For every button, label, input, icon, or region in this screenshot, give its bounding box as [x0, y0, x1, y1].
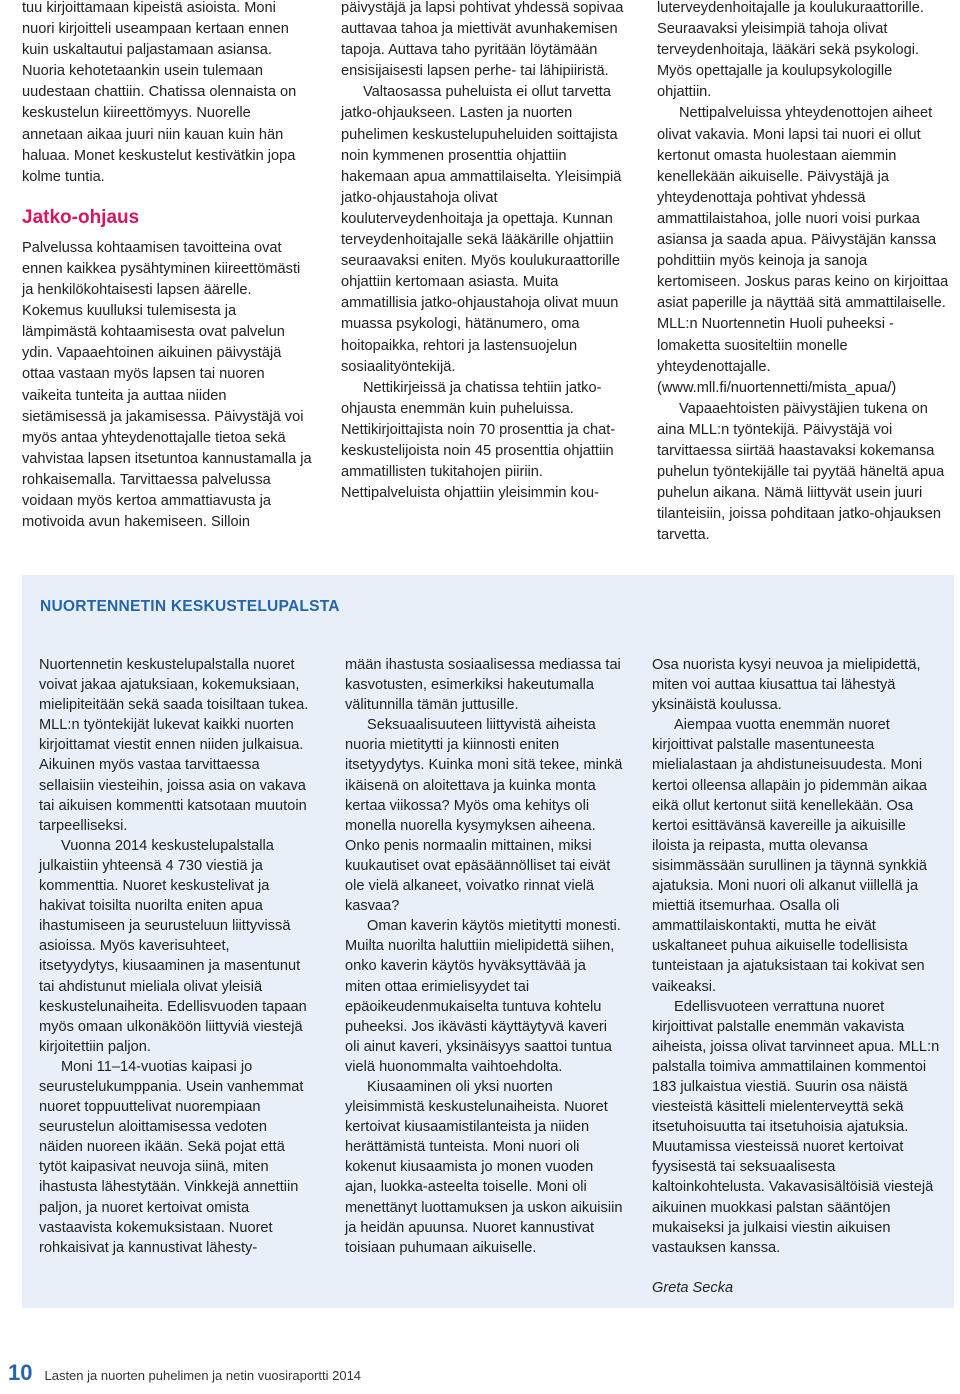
paragraph: Nuortennetin keskustelupalstalla nuoret voivat jakaa ajatuksiaan, kokemuksiaan, mielipiteitään sekä saada toisiltaan tukea. MLL:n työntekijät lukevat kaikki nuorten kirjoittamat viestit ennen niiden julkaisua. Aikuinen myös vastaa tarvittaessa sellaisiin viesteihin, joissa asia on vakava tai aikuisen kommentti katsotaan muutoin tarpeelliseksi. [39, 657, 309, 834]
box-column-2 [345, 655, 623, 1258]
paragraph: Vapaaehtoisten päivystäjien tukena on aina MLL:n työntekijä. Päivystäjä voi tarvittaessa siirtää haastavaksi kokemansa puhelun työntekijälle tai pyytää häneltä apua puhelun aikana. Nämä liittyvät usein juuri tilanteisiin, joissa pohditaan jatko-ohjauksen tarvetta. [657, 400, 945, 544]
paragraph: Palvelussa kohtaamisen tavoitteina ovat ennen kaikkea pysähtyminen kiireettömästi ja henkilökohtaisesti lapsen äärelle. Kokemus kuulluksi tulemisesta ja lämpimästä kohtaamisesta ovat palvelun ydin. Vapaaehtoinen aikuinen päivystäjä ottaa vastaan myös lapsen tai nuoren vaikeita tunteita ja auttaa niiden sietämisessä ja jakamisessa. Päivystäjä voi myös antaa yhteydenottajalle tietoa sekä vahvistaa lapsen itsetuntoa kannustamalla ja rohkaisemalla. Tarvittaessa palvelussa voidaan myös kertoa ammattiavusta ja motivoida avun hakemiseen. Silloin [22, 239, 312, 531]
page-footer [8, 1360, 361, 1386]
footer-title: Lasten ja nuorten puhelimen ja netin vuosiraportti 2014 [44, 1368, 362, 1383]
paragraph: Aiempaa vuotta enemmän nuoret kirjoittivat palstalle masentuneesta mielialastaan ja ahdistuneisuudesta. Moni kertoi olleensa allapäin jo pidemmän aikaa eikä ollut kertonut siitä kenellekään. Osa kertoi esittävänsä kavereille ja aikuisille iloista ja reipasta, mutta olevansa sisimmässään surullinen ja täynnä synkkiä ajatuksia. Moni nuori oli alkanut viillellä ja miettiä itsemurhaa. Osalla oli ammattilaiskontakti, mutta he eivät uskaltaneet puhua aikuiselle todellisista tunteistaan ja ajatuksistaan tai kokivat sen vaikeaksi. [652, 717, 928, 995]
text-column-2 [341, 0, 637, 504]
paragraph: Nettipalveluissa yhteydenottojen aiheet olivat vakavia. Moni lapsi tai nuori ei ollut kertonut omasta huolestaan aiemmin kenellekään aikuiselle. Päivystäjä ja yhteydenottaja pohtivat yhdessä ammattilaistahoa, jolle nuori voisi purkaa asiansa ja saada apua. Päivystäjän kanssa pohdittiin myös keinoja ja sanoja kertomiseen. Joskus paras keino on kirjoittaa asiat paperille ja näyttää sitä ammattilaiselle. MLL:n Nuortennetin Huoli puheeksi -lomaketta suositeltiin monelle yhteydenottajalle. (www.mll.fi/nuortennetti/mista_apua/) [657, 105, 949, 396]
paragraph: Vuonna 2014 keskustelupalstalla julkaistiin yhteensä 4 730 viestiä ja kommenttia. Nuoret keskustelivat ja hakivat toisilta nuorilta eniten apua ihastumiseen ja seurusteluun liittyvissä asioissa. Myös kaverisuhteet, itsetyydytys, kiusaaminen ja masentunut tai ahdistunut mieliala olivat yleisiä keskustelunaiheita. Edellisvuoden tapaan myös omaan ulkonäköön liittyviä viestejä kirjoitettiin paljon. [39, 837, 307, 1055]
text-column-1 [22, 0, 312, 533]
box-column-3 [652, 655, 942, 1298]
text-column-3 [657, 0, 950, 546]
paragraph: päivystäjä ja lapsi pohtivat yhdessä sopivaa auttavaa tahoa ja miettivät avunhakemisen tapoja. Auttava taho pyritään löytämään ensisijaisesti lapsen perhe- tai lähipiiristä. [341, 0, 624, 80]
paragraph: Nettikirjeissä ja chatissa tehtiin jatko-ohjausta enemmän kuin puheluissa. Nettikirjoittajista noin 70 prosenttia ja chat-keskustelijoista noin 45 prosenttia ohjattiin ammatillisten tukitahojen piiriin. Nettipalveluista ohjattiin yleisimmin kou- [341, 379, 616, 502]
paragraph: Kiusaaminen oli yksi nuorten yleisimmistä keskustelunaiheista. Nuoret kertoivat kiusaamistilanteista ja niiden herättämistä tunteista. Moni nuori oli kokenut kiusaamista jo monen vuoden ajan, luokka-asteelta toiselle. Moni oli menettänyt luottamuksen ja uskon aikuisiin ja heidän apuunsa. Nuoret kannustivat toisiaan puhumaan aikuiselle. [345, 1078, 623, 1256]
paragraph: Moni 11–14-vuotias kaipasi jo seurustelukumppania. Usein vanhemmat nuoret toppuuttelivat nuorempiaan seurustelun aloittamisessa vedoten näiden nuoreen ikään. Sekä pojat että tytöt kaipasivat neuvoja siinä, miten ihastusta lähestytään. Vinkkejä annettiin paljon, ja nuoret kertoivat omista vastaavista kokemuksistaan. Nuoret rohkaisivat ja kannustivat lähesty- [39, 1058, 304, 1256]
box-title: NUORTENNETIN KESKUSTELUPALSTA [40, 598, 340, 615]
paragraph: luterveydenhoitajalle ja koulukuraattorille. Seuraavaksi yleisimpiä tahoja olivat terveydenhoitaja, lääkäri sekä psykologi. Myös opettajalle ja koulupsykologille ohjattiin. [657, 0, 924, 101]
box-column-1 [39, 655, 313, 1258]
paragraph: mään ihastusta sosiaalisessa mediassa tai kasvotusten, esimerkiksi hakeutumalla välitunnilla tämän juttusille. [345, 657, 621, 714]
paragraph: Edellisvuoteen verrattuna nuoret kirjoittivat palstalle enemmän vakavista aiheista, joissa olivat tarvinneet apua. MLL:n palstalla toimiva ammattilainen kommentoi 183 julkaistua viestiä. Suurin osa näistä viesteistä käsitteli mielenterveyttä sekä itsetuhoisuutta tai itsetuhoisia ajatuksia. Muutamissa viesteissä nuoret kertoivat fyysisestä tai seksuaalisesta kaltoinkohtelusta. Vakavasisältöisiä viestejä aikuinen muokkasi palstan sääntöjen mukaiseksi ja julkaisi viestin aikuisen vastauksen kanssa. [652, 998, 940, 1256]
paragraph: tuu kirjoittamaan kipeistä asioista. Moni nuori kirjoitteli useampaan kertaan ennen kuin uskaltautui paljastamaan asiansa. Nuoria kehotetaankin usein tulemaan uudestaan chattiin. Chatissa olennaista on keskustelun kiireettömyys. Nuorelle annetaan aikaa juuri niin kauan kuin hän haluaa. Monet keskustelut kestivätkin jopa kolme tuntia. [22, 0, 297, 185]
paragraph: Oman kaverin käytös mietitytti monesti. Muilta nuorilta haluttiin mielipidettä siihen, onko kaverin käytös hyväksyttävää ja miten ottaa erimielisyydet tai epäoikeudenmukaiselta tuntuva kohtelu puheeksi. Jos ikävästi käyttäytyvä kaveri oli ainut kaveri, yksinäisyys saattoi tuntua vielä huonommalta vaihtoehdolta. [345, 918, 621, 1075]
paragraph: Osa nuorista kysyi neuvoa ja mielipidettä, miten voi auttaa kiusattua tai lähestyä yksinäistä koulussa. [652, 657, 921, 714]
page-number: 10 [8, 1360, 33, 1385]
paragraph: Valtaosassa puheluista ei ollut tarvetta jatko-ohjaukseen. Lasten ja nuorten puhelimen keskustelupuheluiden soittajista noin kymmenen prosenttia ohjattiin hakemaan apua ammattilaiselta. Yleisimpiä jatko-ohjaustahoja olivat kouluterveydenhoitaja ja opettaja. Kunnan terveydenhoitajalle sekä lääkärille ohjattiin seuraavaksi eniten. Myös koulukuraattorille ohjattiin kertomaan asiasta. Muita ammatillisia jatko-ohjaustahoja olivat muun muassa psykologi, hätänumero, oma hoitopaikka, rehtori ja lastensuojelun sosiaalityöntekijä. [341, 84, 622, 375]
section-heading: Jatko-ohjaus [22, 206, 140, 228]
author-signature: Greta Secka [652, 1279, 734, 1296]
paragraph: Seksuaalisuuteen liittyvistä aiheista nuoria mietitytti ja kiinnosti eniten itsetyydytys. Kuinka moni sitä tekee, minkä ikäisenä on aloitettava ja kuinka monta kertaa viikossa? Myös oma kehitys oli monella nuorella kysymyksen aiheena. Onko penis normaalin mittainen, miksi kuukautiset ovat epäsäännölliset tai eivät ole vielä alkaneet, voivatko rinnat vielä kasvaa? [345, 717, 623, 915]
